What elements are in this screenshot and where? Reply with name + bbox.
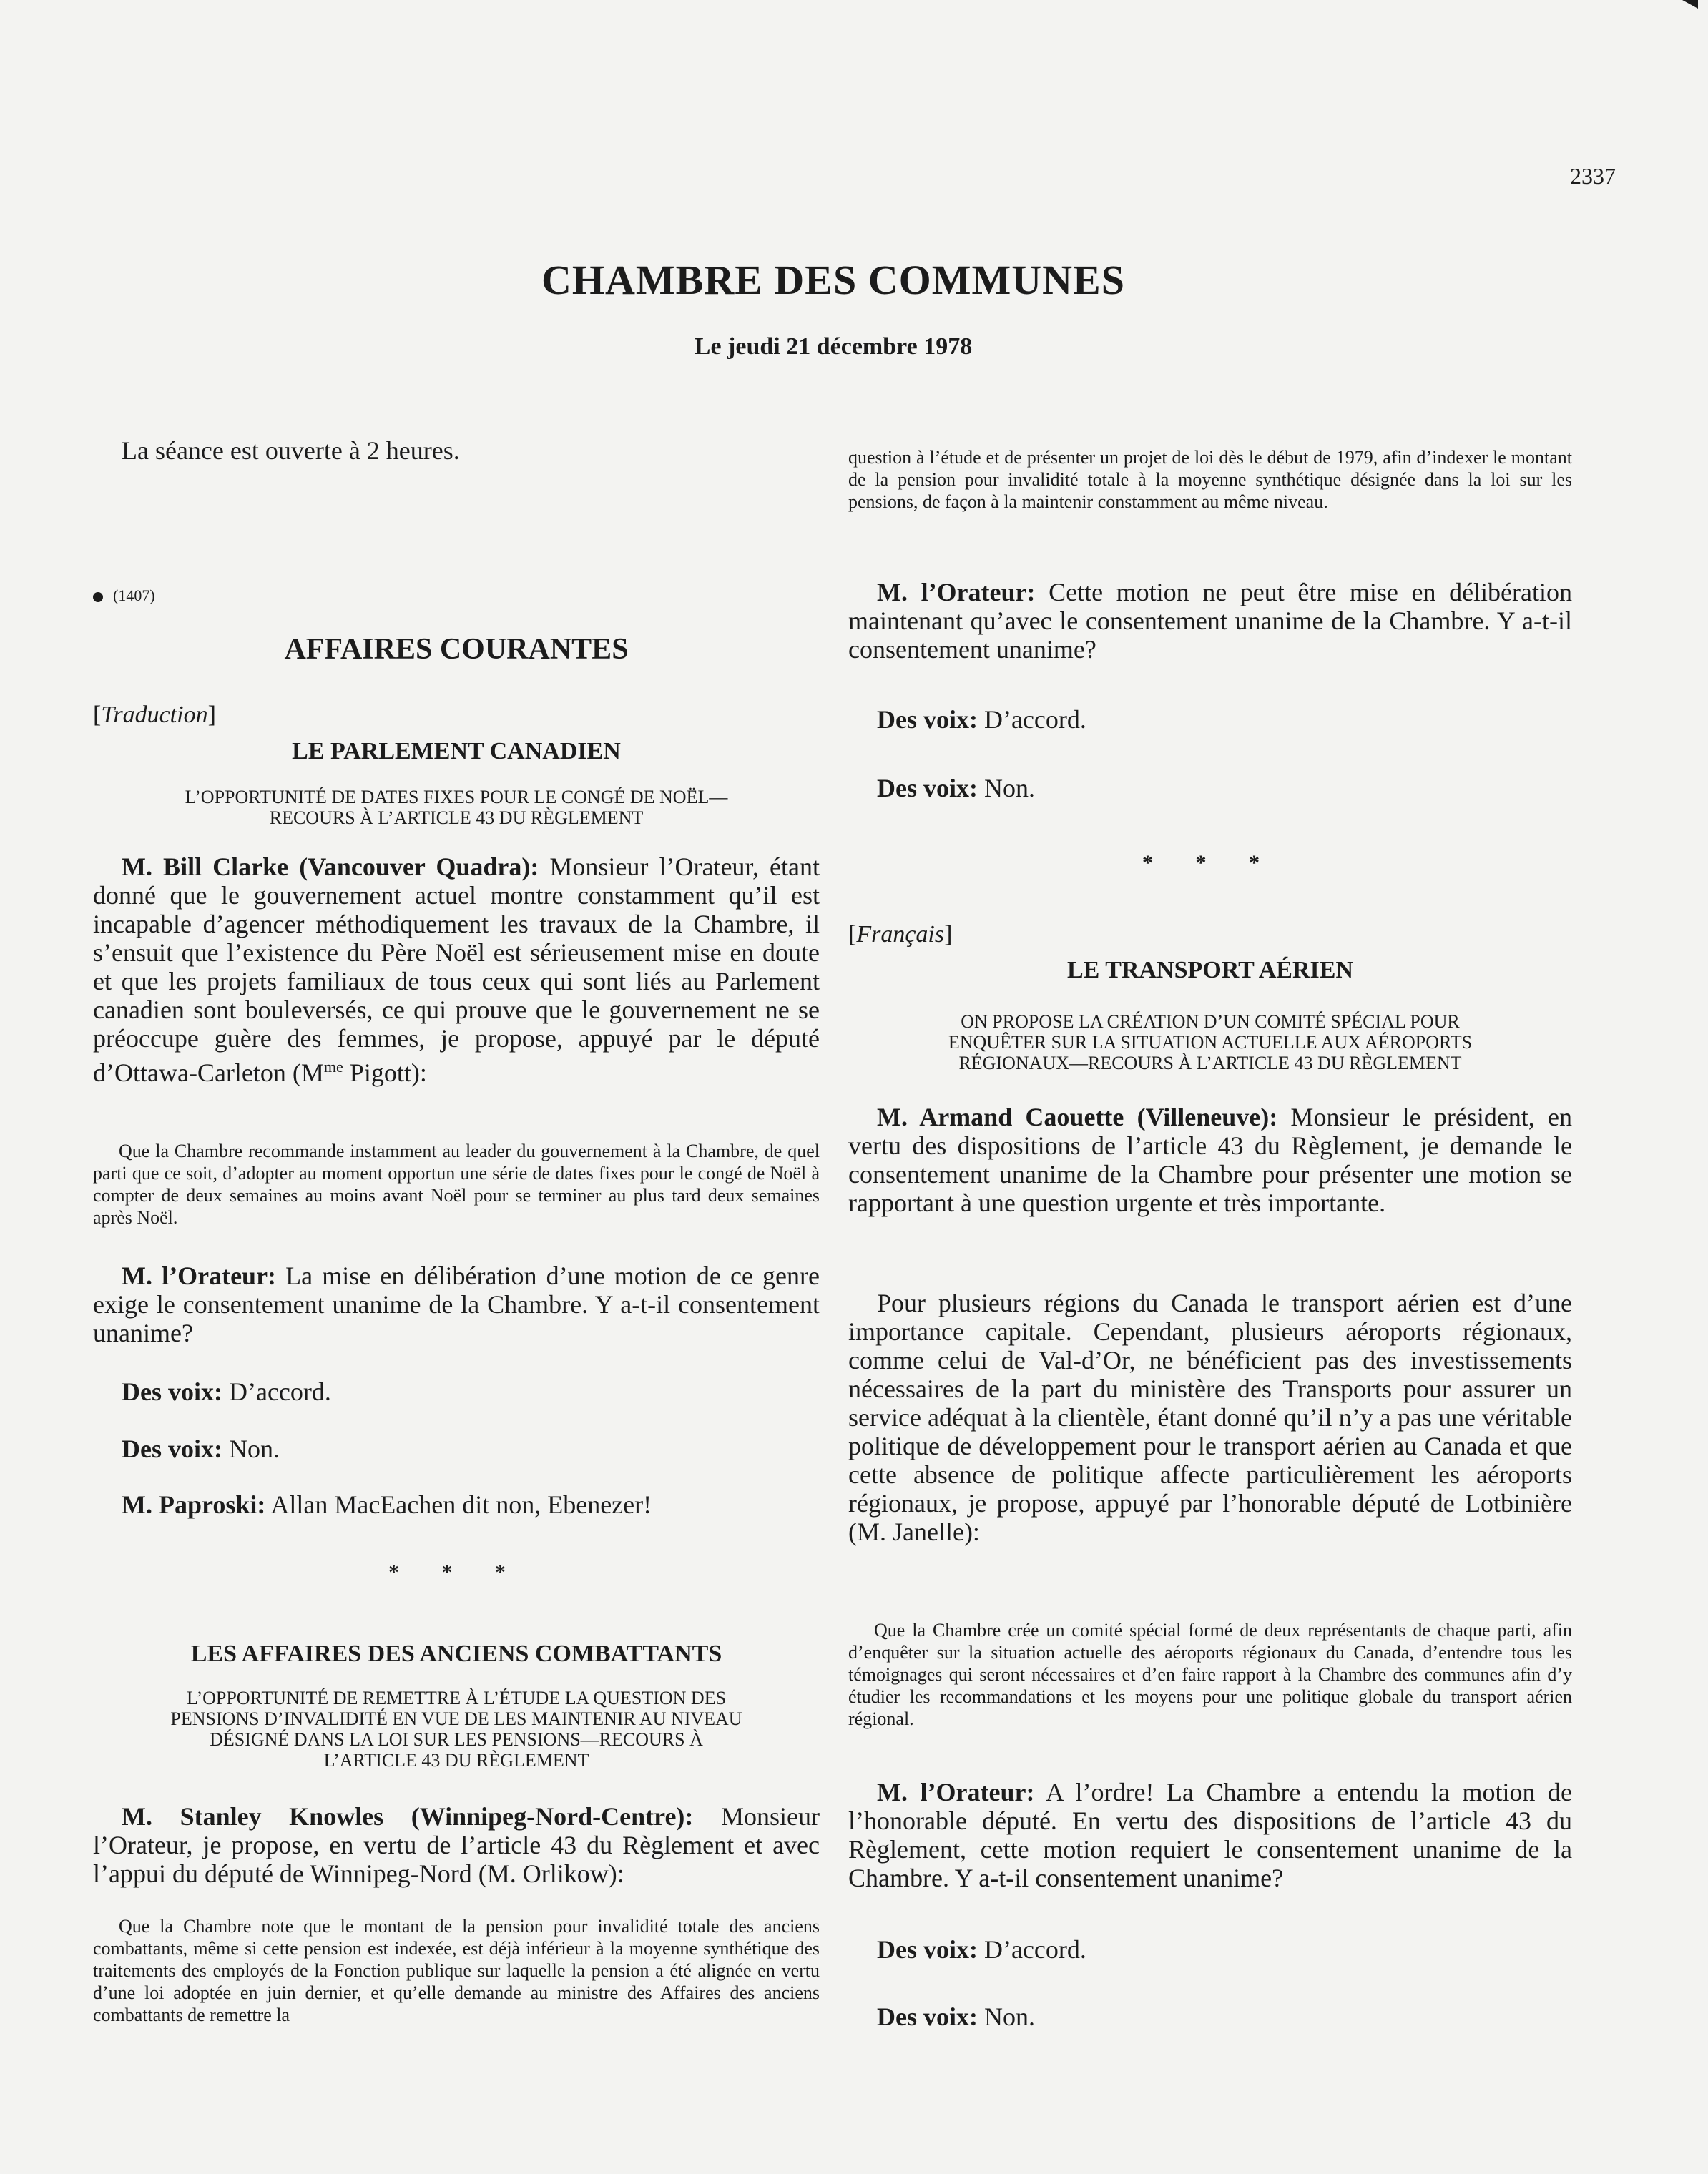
motion-text-continued: question à l’étude et de présenter un projet de loi dès le début de 1979, afin d’indexer le montant de la pension pour invalidité totale à la moyenne synthétique désignée dans la loi sur les pensions, de façon à la maintenir constamment au même niveau. — [848, 447, 1572, 512]
speaker-name: Des voix: — [877, 1935, 978, 1964]
voices-line — [93, 1377, 820, 1406]
clarke-speech — [93, 852, 820, 1087]
voices-line — [848, 2002, 1572, 2031]
speaker-name: M. l’Orateur: — [122, 1261, 277, 1290]
time-marker — [93, 586, 820, 605]
subheading-line: RÉGIONAUX—RECOURS À L’ARTICLE 43 DU RÈGLEMENT — [958, 1053, 1462, 1073]
sitting-date: Le jeudi 21 décembre 1978 — [694, 333, 973, 360]
orateur-speech — [848, 1778, 1572, 1892]
opening-line: La séance est ouverte à 2 heures. — [122, 436, 460, 465]
caouette-paragraph: Pour plusieurs régions du Canada le transport aérien est d’une importance capitale. Cependant, plusieurs aéroports régionaux, comme celui de Val-d’Or, ne bénéficient pas des investissements nécessaires de la part du ministère des Transports pour assurer un service adéquat à la clientèle, étant donné qu’il n’y a pas une véritable politique de développement pour le transport aérien au Canada et que cette absence de politique affecte particulièrement les aéroports régionaux, je propose, appuyé par l’honorable député de Lotbinière (M. Janelle): — [848, 1289, 1572, 1546]
section-separator: * * * — [388, 1560, 524, 1584]
speaker-name: M. Bill Clarke (Vancouver Quadra): — [122, 852, 539, 881]
voices-line — [848, 774, 1572, 802]
speech-text: Non. — [977, 774, 1035, 802]
subheading-line: DÉSIGNÉ DANS LA LOI SUR LES PENSIONS—RECOURS À — [210, 1729, 703, 1750]
knowles-speech — [93, 1802, 820, 1888]
speaker-name: M. l’Orateur: — [877, 578, 1036, 606]
orateur-speech — [848, 578, 1572, 664]
speaker-name: M. Stanley Knowles (Winnipeg-Nord-Centre): — [122, 1802, 694, 1831]
translation-tag — [93, 702, 820, 729]
subheading-line: PENSIONS D’INVALIDITÉ EN VUE DE LES MAINTENIR AU NIVEAU — [170, 1708, 742, 1729]
speech-text: Allan MacEachen dit non, Ebenezer! — [265, 1490, 652, 1519]
speaker-name: Des voix: — [122, 1435, 222, 1463]
bracket-close: ] — [207, 702, 216, 728]
bracket-open: [ — [848, 921, 857, 948]
time-marker-text: (1407) — [113, 586, 155, 604]
speech-text: D’accord. — [222, 1377, 331, 1406]
speech-text: A l’ordre! La Chambre a entendu la motion de l’honorable député. En vertu des dispositions de l’article 43 du Règlement, cette motion requiert le consentement unanime de la Chambre. Y a-t-il consentement unanime? — [848, 1778, 1572, 1892]
speech-text: D’accord. — [977, 1935, 1086, 1964]
heading-anciens-combattants: LES AFFAIRES DES ANCIENS COMBATTANTS — [190, 1641, 722, 1667]
heading-parlement: LE PARLEMENT CANADIEN — [292, 738, 621, 764]
orateur-speech — [93, 1261, 820, 1347]
section-separator: * * * — [1142, 851, 1278, 875]
speaker-name: Des voix: — [877, 774, 978, 802]
speech-text: Cette motion ne peut être mise en délibération maintenant qu’avec le consentement unanime de la Chambre. Y a-t-il consentement unanime? — [848, 578, 1572, 664]
speaker-name: M. l’Orateur: — [877, 1778, 1035, 1806]
heading-transport-aerien: LE TRANSPORT AÉRIEN — [1067, 957, 1353, 983]
superscript: me — [323, 1058, 343, 1076]
bracket-close: ] — [944, 921, 953, 948]
speaker-name: Des voix: — [877, 705, 978, 734]
speech-text: Pigott): — [343, 1058, 427, 1087]
speech-text: D’accord. — [977, 705, 1086, 734]
speech-text: Monsieur l’Orateur, étant donné que le gouvernement actuel montre constamment qu’il est incapable d’agencer méthodiquement les travaux de la Chambre, il s’ensuit que l’existence du Père Noël est sérieusement mise en doute et que les projets familiaux de tous ceux qui sont liés au Parlement canadien sont bouleversés, ce qui prouve que le gouvernement ne se préoccupe guère des femmes, je propose, appuyé par le député d’Ottawa-Carleton (M — [93, 852, 820, 1087]
subheading-line: RECOURS À L’ARTICLE 43 DU RÈGLEMENT — [269, 807, 644, 828]
subheading-transport-aerien — [848, 1011, 1572, 1073]
speaker-name: M. Paproski: — [122, 1490, 266, 1519]
speech-text: La mise en délibération d’une motion de ce genre exige le consentement unanime de la Chambre. Y a-t-il consentement unanime? — [93, 1261, 820, 1347]
subheading-line: ON PROPOSE LA CRÉATION D’UN COMITÉ SPÉCIAL POUR — [961, 1011, 1460, 1032]
subheading-line: ENQUÊTER SUR LA SITUATION ACTUELLE AUX AÉROPORTS — [948, 1032, 1473, 1053]
speech-text: Monsieur l’Orateur, je propose, en vertu de l’article 43 du Règlement et avec l’appui du député de Winnipeg-Nord (M. Orlikow): — [93, 1802, 820, 1888]
speech-text: Non. — [222, 1435, 280, 1463]
motion-text: Que la Chambre crée un comité spécial formé de deux représentants de chaque parti, afin d’enquêter sur la situation actuelle des aéroports régionaux du Canada, d’entendre tous les témoignages qui seront nécessaires et d’en faire rapport à la Chambre des communes afin d’y étudier les recommandations et les moyens pour une politique globale du transport aérien régional. — [848, 1620, 1572, 1729]
subheading-line: L’OPPORTUNITÉ DE REMETTRE À L’ÉTUDE LA QUESTION DES — [186, 1688, 727, 1708]
voices-line — [848, 705, 1572, 734]
voices-line — [848, 1935, 1572, 1964]
page-title: CHAMBRE DES COMMUNES — [541, 257, 1125, 303]
bullet-icon — [93, 592, 103, 602]
translation-label: Traduction — [101, 702, 208, 728]
motion-text: Que la Chambre recommande instamment au leader du gouvernement à la Chambre, de quel parti que ce soit, d’adopter au moment opportun une série de dates fixes pour le congé de Noël à compter de deux semaines au moins avant Noël pour se terminer au plus tard deux semaines après Noël. — [93, 1141, 820, 1228]
voices-line — [93, 1435, 820, 1463]
language-label: Français — [856, 921, 945, 948]
speech-text: Monsieur le président, en vertu des dispositions de l’article 43 du Règlement, je demande le consentement unanime de la Chambre pour présenter une motion se rapportant à une question urgente et très importante. — [848, 1103, 1572, 1217]
subheading-line: L’OPPORTUNITÉ DE DATES FIXES POUR LE CONGÉ DE NOËL— — [185, 787, 728, 807]
speech-text: Non. — [977, 2002, 1035, 2031]
page-number: 2337 — [1570, 163, 1616, 189]
language-tag — [848, 921, 1572, 948]
speaker-name: Des voix: — [122, 1377, 222, 1406]
corner-mark — [1682, 0, 1698, 9]
subheading-parlement — [93, 787, 820, 828]
subheading-line: L’ARTICLE 43 DU RÈGLEMENT — [323, 1750, 589, 1771]
motion-text: Que la Chambre note que le montant de la pension pour invalidité totale des anciens combattants, même si cette pension est indexée, est déjà inférieur à la moyenne synthétique des traitements des employés de la Fonction publique sur laquelle la pension a été alignée en vertu d’une loi adoptée en juin dernier, et qu’elle demande au ministre des Affaires des anciens combattants de remettre la — [93, 1916, 820, 2025]
caouette-speech — [848, 1103, 1572, 1217]
section-title: AFFAIRES COURANTES — [284, 633, 629, 666]
paproski-speech — [93, 1490, 820, 1519]
speaker-name: M. Armand Caouette (Villeneuve): — [877, 1103, 1278, 1131]
bracket-open: [ — [93, 702, 102, 728]
speaker-name: Des voix: — [877, 2002, 978, 2031]
subheading-anciens-combattants — [93, 1688, 820, 1771]
